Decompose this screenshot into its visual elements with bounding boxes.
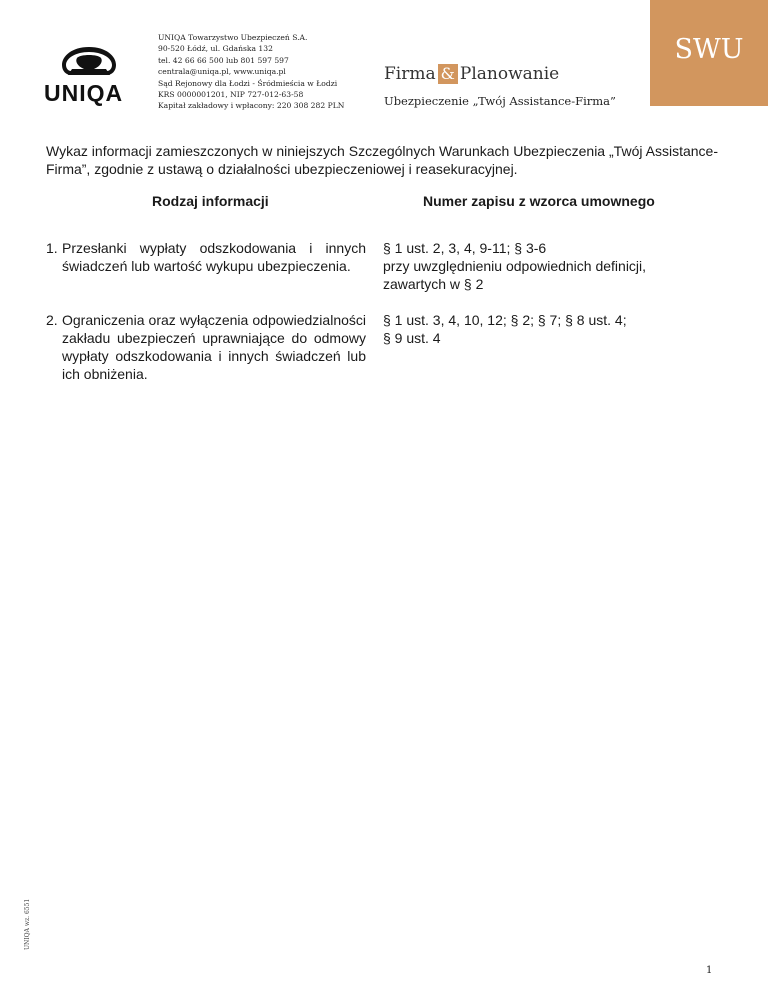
reference-line: zawartych w § 2 (383, 276, 484, 292)
product-name: Ubezpieczenie „Twój Assistance-Firma” (384, 94, 616, 108)
reference-line: § 9 ust. 4 (383, 330, 441, 346)
swu-badge (650, 0, 768, 106)
reference-line: przy uwzględnieniu odpowiednich definicji, (383, 258, 647, 274)
column-header-info-type: Rodzaj informacji (152, 193, 269, 209)
table-row (46, 311, 366, 383)
row-info: Ograniczenia oraz wyłączenia odpowiedzialności zakładu ubezpieczeń uprawniające do odmowy wypłaty odszkodowania i innych świadczeń lub ich obniżenia. (62, 312, 366, 382)
logo-wordmark: UNIQA (44, 80, 124, 106)
uniqa-logo (44, 44, 136, 107)
row-reference (383, 311, 703, 347)
row-number: 1. (46, 240, 58, 256)
company-line: KRS 0000001201, NIP 727-012-63-58 (158, 90, 304, 100)
company-line: centrala@uniqa.pl, www.uniqa.pl (158, 67, 286, 77)
form-code: UNIQA wz. 6551 (24, 898, 31, 950)
table-row (46, 239, 366, 275)
brand-right: Planowanie (459, 64, 560, 84)
brand-name (384, 64, 559, 84)
row-number: 2. (46, 312, 58, 328)
company-line: Sąd Rejonowy dla Łodzi - Śródmieścia w Łodzi (158, 78, 338, 88)
company-line: tel. 42 66 66 500 lub 801 597 597 (158, 55, 289, 65)
row-info: Przesłanki wypłaty odszkodowania i innych świadczeń lub wartość wykupu ubezpieczenia. (62, 240, 366, 274)
uniqa-emblem-icon (54, 44, 124, 78)
column-header-record-number: Numer zapisu z wzorca umownego (423, 193, 655, 209)
page-number: 1 (706, 965, 713, 976)
company-line: 90-520 Łódź, ul. Gdańska 132 (158, 44, 273, 54)
company-line: Kapitał zakładowy i wpłacony: 220 308 282 PLN (158, 101, 345, 111)
intro-paragraph: Wykaz informacji zamieszczonych w niniejszych Szczególnych Warunkach Ubezpieczenia „Twój Assistance-Firma”, zgodnie z ustawą o działalności ubezpieczeniowej i reasekuracyjnej. (46, 143, 718, 177)
reference-line: § 1 ust. 2, 3, 4, 9-11; § 3-6 (383, 240, 547, 256)
company-line: UNIQA Towarzystwo Ubezpieczeń S.A. (158, 33, 308, 42)
swu-badge-text: SWU (674, 33, 744, 65)
brand-ampersand: & (438, 64, 458, 84)
brand-left: Firma (384, 64, 436, 84)
reference-line: § 1 ust. 3, 4, 10, 12; § 2; § 7; § 8 ust. 4; (383, 312, 627, 328)
company-info (158, 32, 344, 112)
row-reference (383, 239, 703, 293)
